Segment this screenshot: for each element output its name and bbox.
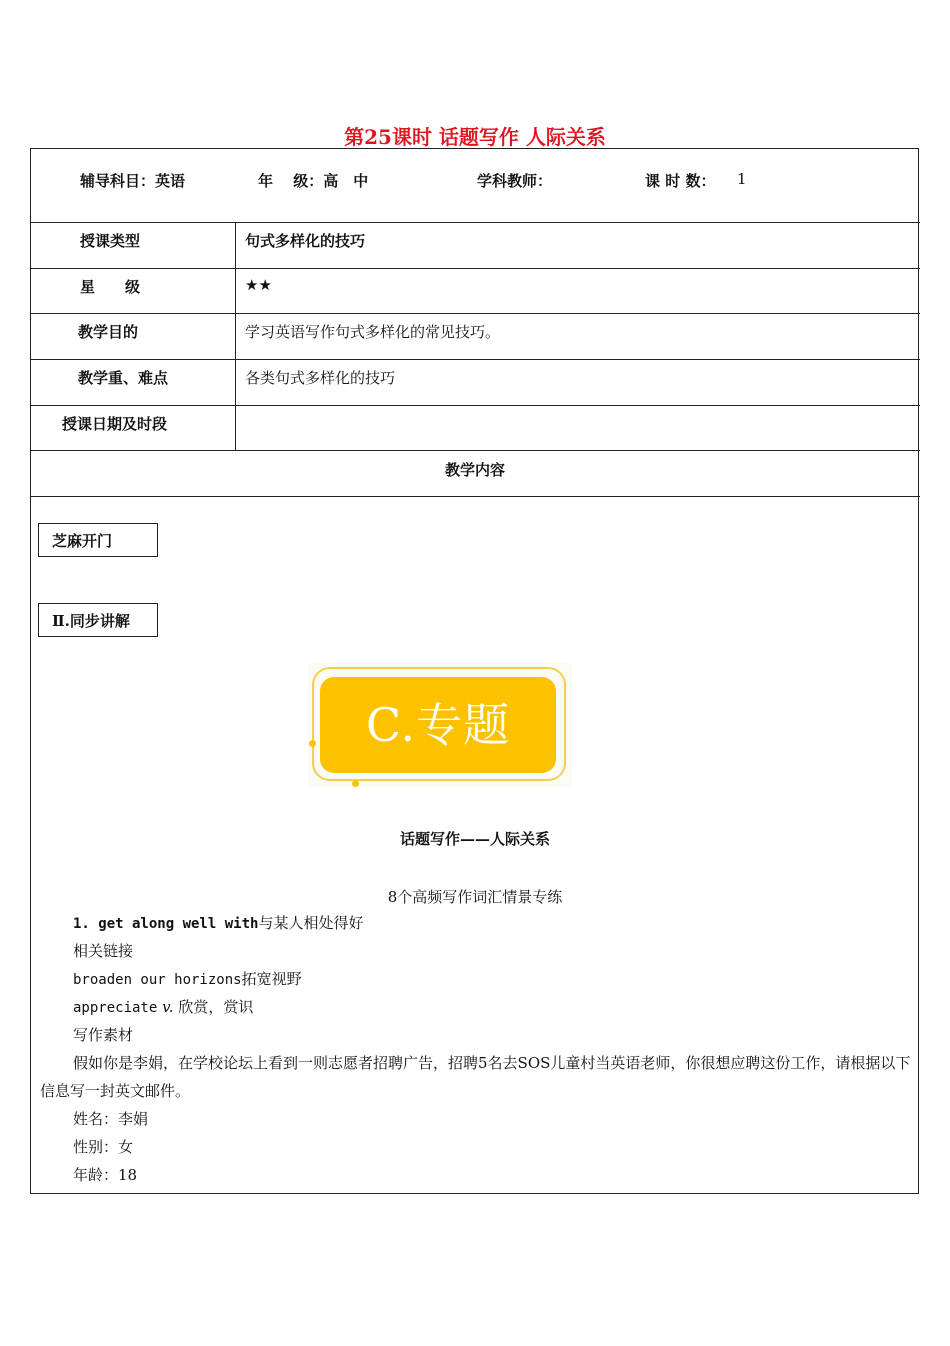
row-label-stars: 星 级 <box>80 278 141 296</box>
item-heading <box>73 909 363 938</box>
phrase-cn: 欣赏，赏识 <box>178 998 254 1016</box>
content-header: 教学内容 <box>444 461 505 479</box>
row-label-type: 授课类型 <box>80 232 141 250</box>
item-heading-en: 1. get along well with <box>73 916 259 932</box>
section-title: 话题写作——人际关系 <box>399 830 550 848</box>
phrase-en: broaden our horizons <box>73 972 242 988</box>
open-sesame-box: 芝麻开门 <box>38 523 158 557</box>
subject-label: 辅导科目：英语 <box>80 172 186 190</box>
table-divider <box>30 359 920 360</box>
table-divider <box>30 222 920 223</box>
page-title: 第25课时 话题写作 人际关系 <box>344 125 606 149</box>
section-subtitle: 8个高频写作词汇情景专练 <box>387 888 563 906</box>
row-value-focus: 各类句式多样化的技巧 <box>245 369 396 387</box>
writing-prompt: 假如你是李娟，在学校论坛上看到一则志愿者招聘广告，招聘5名去SOS儿童村当英语老师，你很想应聘这份工作，请根据以下信息写一封英文邮件。 <box>40 1054 911 1100</box>
row-label-focus: 教学重、难点 <box>78 369 169 387</box>
banner-dot <box>309 740 316 747</box>
grade-label: 年 级：高 中 <box>258 172 369 190</box>
item-heading-cn: 与某人相处得好 <box>258 914 364 932</box>
phrase-line <box>73 965 302 994</box>
sync-lecture-box: Ⅱ.同步讲解 <box>38 603 158 637</box>
writing-material-label: 写作素材 <box>73 1026 134 1044</box>
phrase-line <box>73 993 253 1022</box>
row-value-goal: 学习英语写作句式多样化的常见技巧。 <box>245 323 501 341</box>
related-links-label: 相关链接 <box>73 942 134 960</box>
banner-dot <box>352 780 359 787</box>
info-name: 姓名：李娟 <box>73 1110 149 1128</box>
phrase-cn: 拓宽视野 <box>241 970 302 988</box>
table-divider <box>30 313 920 314</box>
teacher-label: 学科教师： <box>477 172 553 190</box>
topic-banner <box>308 663 572 787</box>
hours-value: 1 <box>737 170 747 188</box>
info-age: 年龄：18 <box>73 1166 138 1184</box>
hours-label: 课 时 数： <box>645 172 716 190</box>
banner-text: C.专题 <box>365 698 511 752</box>
info-gender: 性别：女 <box>73 1138 134 1156</box>
row-label-goal: 教学目的 <box>78 323 139 341</box>
row-value-type: 句式多样化的技巧 <box>245 232 366 250</box>
phrase-en: appreciate <box>73 1000 158 1016</box>
table-divider <box>30 450 920 451</box>
part-of-speech: v. <box>162 998 174 1016</box>
column-divider <box>235 222 236 450</box>
table-divider <box>30 405 920 406</box>
row-value-stars: ★★ <box>245 276 272 294</box>
row-label-date: 授课日期及时段 <box>62 415 168 433</box>
table-divider <box>30 496 920 497</box>
table-divider <box>30 268 920 269</box>
